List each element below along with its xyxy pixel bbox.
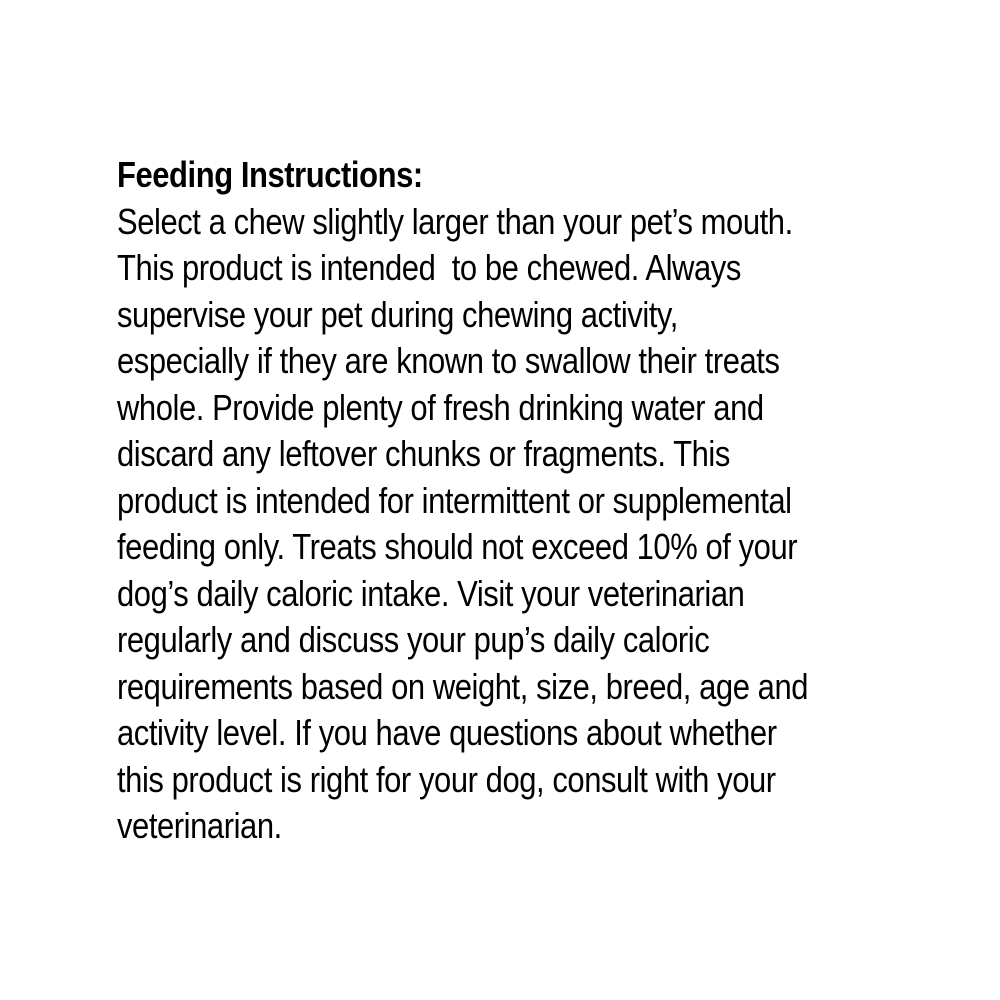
instruction-line: regularly and discuss your pup’s daily caloric bbox=[117, 619, 710, 660]
instruction-line: supervise your pet during chewing activity, bbox=[117, 293, 678, 335]
feeding-instructions-heading: Feeding Instructions: bbox=[117, 154, 423, 195]
instruction-line: This product is intended to be chewed. Always bbox=[117, 247, 741, 288]
instruction-line: this product is right for your dog, consult with your bbox=[117, 758, 776, 800]
feeding-instructions-body bbox=[117, 199, 809, 850]
instruction-line: especially if they are known to swallow their treats bbox=[117, 340, 780, 381]
feeding-instructions-panel bbox=[117, 152, 809, 850]
instruction-line: requirements based on weight, size, breed, age and bbox=[117, 665, 809, 707]
instruction-line: whole. Provide plenty of fresh drinking water and bbox=[117, 386, 764, 428]
instruction-line: discard any leftover chunks or fragments. This bbox=[117, 433, 730, 474]
instruction-line: dog’s daily caloric intake. Visit your veterinarian bbox=[117, 572, 745, 614]
instruction-line: product is intended for intermittent or supplemental bbox=[117, 479, 792, 521]
instruction-line: veterinarian. bbox=[117, 805, 282, 846]
instruction-line: Select a chew slightly larger than your pet’s mouth. bbox=[117, 200, 793, 242]
instruction-line: feeding only. Treats should not exceed 10% of your bbox=[117, 526, 798, 567]
instruction-line: activity level. If you have questions about whether bbox=[117, 712, 777, 753]
